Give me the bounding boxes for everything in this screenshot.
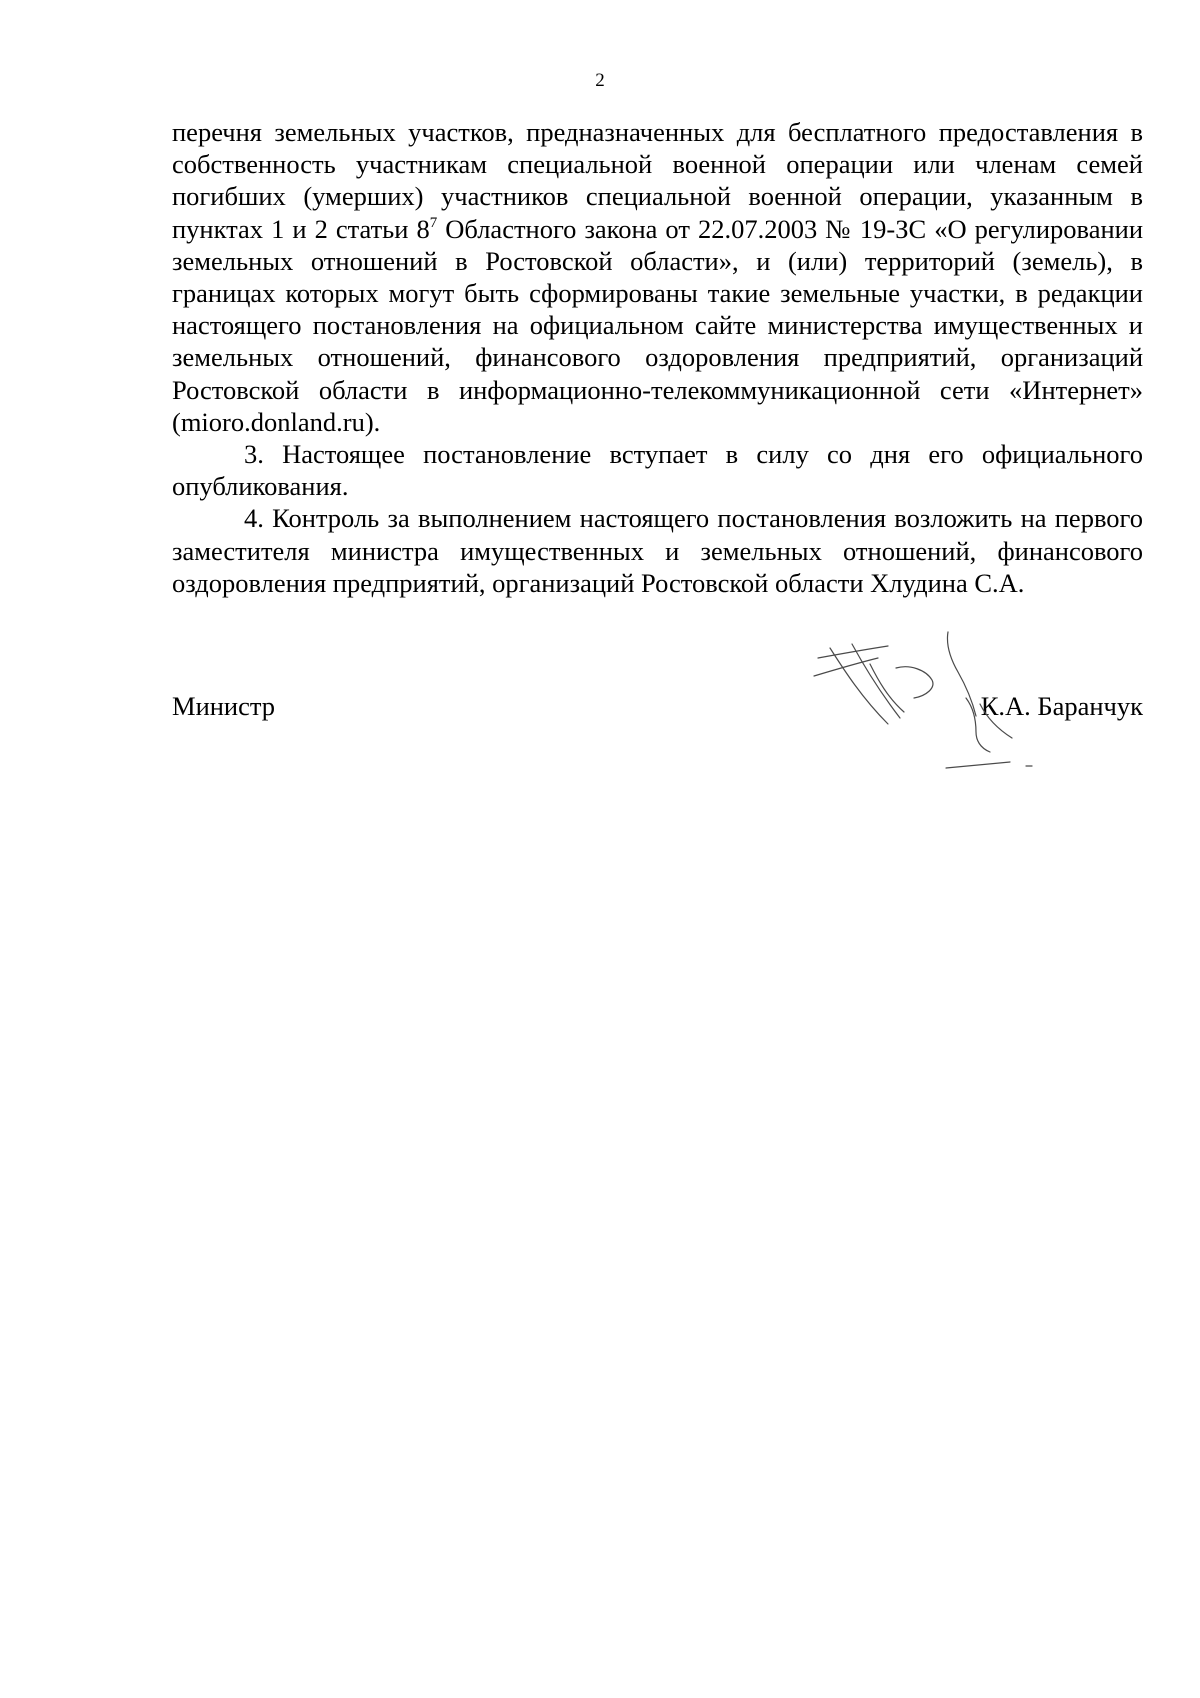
document-body bbox=[172, 116, 1143, 599]
article-superscript: 7 bbox=[429, 214, 438, 231]
paragraph-continuation bbox=[172, 116, 1143, 438]
page-number: 2 bbox=[595, 70, 605, 91]
paragraph-3: 3. Настоящее постановление вступает в силу со дня его официального опубликования. bbox=[172, 439, 1143, 502]
signer-title: Министр bbox=[172, 691, 276, 721]
signer-name: К.А. Баранчук bbox=[980, 691, 1143, 721]
handwritten-signature bbox=[800, 620, 1060, 790]
paragraph-1-text-start: перечня земельных участков, предназначенных для бесплатного предоставления в собственность участникам специальной военной операции или членам семей погибших (умерших) участников специальной военной операции, указанным в пунктах 1 и 2 статьи 8 bbox=[172, 117, 1143, 244]
paragraph-1-text-end: Областного закона от 22.07.2003 № 19-ЗС «О регулировании земельных отношений в Ростовской области», и (или) территорий (земель), в границах которых могут быть сформированы такие земельные участки, в редакции настоящего постановления на официальном сайте министерства имущественных и земельных отношений, финансового оздоровления предприятий, организаций Ростовской области в информационно-телекоммуникационной сети «Интернет» (mioro.donland.ru). bbox=[172, 213, 1143, 437]
paragraph-4: 4. Контроль за выполнением настоящего постановления возложить на первого заместителя министра имущественных и земельных отношений, финансового оздоровления предприятий, организаций Ростовской области Хлудина С.А. bbox=[172, 503, 1143, 598]
